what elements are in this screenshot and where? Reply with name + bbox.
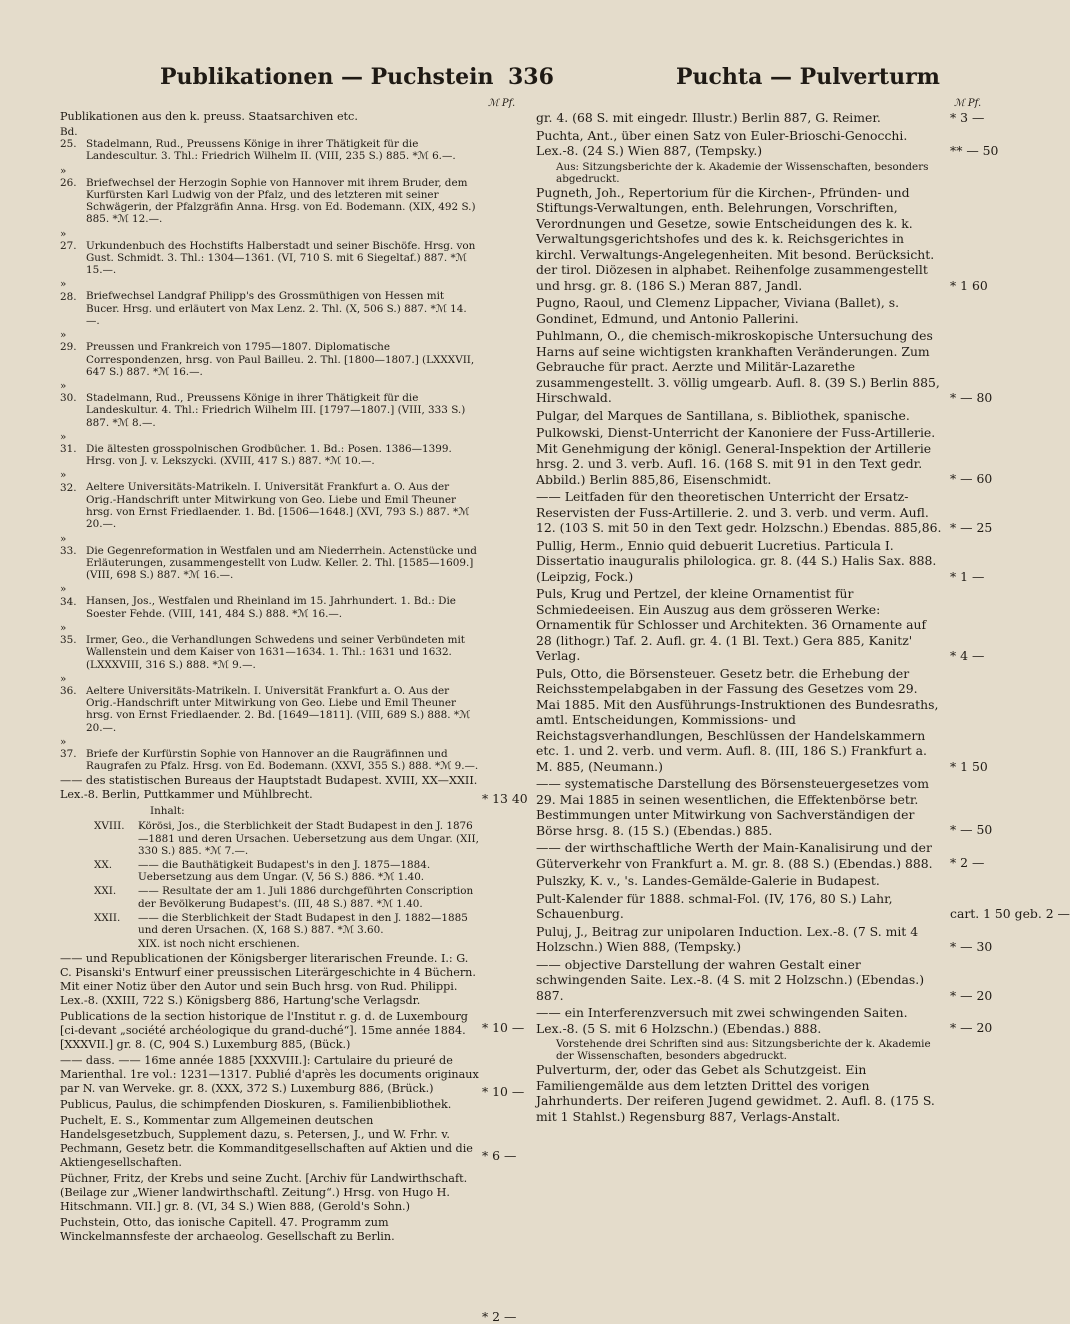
running-head-right: Puchta — Pulverturm — [676, 64, 940, 90]
volume-number: » 26. — [60, 164, 77, 189]
entry-text: —— die Sterblichkeit der Stadt Budapest in den J. 1882—1885 und deren Ursachen. (X, 168 S.) 887. *ℳ 3.60. — [138, 911, 468, 936]
catalog-entry: —— des statistischen Bureaus der Hauptstadt Budapest. XVIII, XX—XXII. Lex.-8. Berlin, Puttkammer und Mühlbrecht. — [60, 774, 478, 802]
entry-price: * 4 — — [950, 648, 985, 663]
volume-number: » 32. — [60, 469, 77, 494]
entry-text: Aeltere Universitäts-Matrikeln. I. Universität Frankfurt a. O. Aus der Orig.-Handschrift unter Mitwirkung von Geo. Liebe und Emil Theuner hrsg. von Ernst Friedlaender. 1. Bd. [1506—1648.] (XVI, 793 S.) 887. *ℳ 20.—. — [86, 481, 470, 531]
catalog-entry: Puchta, Ant., über einen Satz von Euler-Brioschi-Genocchi. Lex.-8. (24 S.) Wien 887, (Tempsky.) — [536, 127, 908, 158]
catalog-entry: —— objective Darstellung der wahren Gestalt einer schwingenden Saite. Lex.-8. (4 S. mit 2 Holzschn.) (Ebendas.) 887. — [536, 956, 925, 1003]
entry-price: * 6 — — [482, 1148, 517, 1163]
contents-number: XVIII. — [94, 820, 125, 833]
entry-price: * 1 — — [950, 569, 985, 584]
series-volume-entry — [60, 622, 480, 671]
entry-text: Briefwechsel der Herzogin Sophie von Hannover mit ihrem Bruder, dem Kurfürsten Karl Ludwig von der Pfalz, und des letzteren mit seiner Schwägerin, der Pfalzgräfin Anna. Hrsg. von Ed. Bodemann. (XIX, 492 S.) 885. *ℳ 12.—. — [86, 176, 476, 226]
entry-price: * 10 — — [482, 1084, 525, 1099]
contents-item — [60, 938, 480, 950]
entry-text: Die ältesten grosspolnischen Grodbücher. 1. Bd.: Posen. 1386—1399. Hrsg. von J. v. Lekszycki. (XVIII, 417 S.) 887. *ℳ 10.—. — [86, 443, 452, 468]
catalog-entry: Puchelt, E. S., Kommentar zum Allgemeinen deutschen Handelsgesetzbuch, Supplement dazu, s. Petersen, J., und W. Frhr. v. Pechmann, Gesetz betr. die Kommanditgesellschaften auf Aktien und die Aktiengesellschaften. — [60, 1114, 473, 1170]
entry-price: * 1 50 — [950, 759, 988, 774]
catalog-entry: Pulverturm, der, oder das Gebet als Schutzgeist. Ein Familiengemälde aus dem letzten Drittel des vorigen Jahrhunderts. Der reiferen Jugend gewidmet. 2. Aufl. 8. (175 S. mit 1 Stahlst.) Regensburg 887, Verlags-Anstalt. — [536, 1062, 935, 1124]
volume-number: » 28. — [60, 278, 77, 303]
contents-item — [60, 859, 480, 883]
running-head-left: Publikationen — Puchstein — [160, 64, 494, 90]
catalog-entry: gr. 4. (68 S. mit eingedr. Illustr.) Berlin 887, G. Reimer. — [536, 110, 881, 125]
entry-text: Die Gegenreformation in Westfalen und am Niederrhein. Actenstücke und Erläuterungen, zusammengestellt von Ludw. Keller. 2. Thl. [1585—1609.] (VIII, 698 S.) 887. *ℳ 16.—. — [86, 544, 477, 582]
entry-text: Briefe der Kurfürstin Sophie von Hannover an die Raugräfinnen und Raugrafen zu Pfalz. Hrsg. von Ed. Bodemann. (XXVI, 355 S.) 888. *ℳ 9.—. — [86, 747, 479, 773]
right-column — [536, 110, 942, 1126]
catalog-entry: —— der wirthschaftliche Werth der Main-Kanalisirung und der Güterverkehr von Frankfurt a. M. gr. 8. (88 S.) (Ebendas.) 888. — [536, 840, 933, 871]
entry-text: XIX. ist noch nicht erschienen. — [138, 938, 300, 951]
volume-number: » 31. — [60, 430, 77, 456]
contents-heading: Inhalt: — [150, 805, 185, 818]
catalog-entry: Puls, Otto, die Börsensteuer. Gesetz betr. die Erhebung der Reichsstempelabgaben in der Fassung des Gesetzes vom 29. Mai 1885. Mit den Ausführungs-Instruktionen des Bundesraths, amtl. Entscheidungen, Kommissions- und Reichstagsverhandlungen, Beschlüssen der Handelskammern etc. 1. und 2. verb. und verm. Aufl. 8. (III, 186 S.) Frankfurt a. M. 885, (Neumann.) — [536, 665, 939, 774]
entry-price: * — 50 — [950, 822, 993, 837]
contents-item — [60, 885, 480, 909]
series-volume-entry — [60, 380, 480, 429]
entry-price: * — 80 — [950, 390, 993, 405]
entry-text: Aeltere Universitäts-Matrikeln. I. Universität Frankfurt a. O. Aus der Orig.-Handschrift unter Mitwirkung von Geo. Liebe und Emil Theuner hrsg. von Ernst Friedlaender. 2. Bd. [1649—1811]. (VIII, 689 S.) 888. *ℳ 20.—. — [86, 684, 471, 734]
catalog-entry: Pugno, Raoul, und Clemenz Lippacher, Viviana (Ballet), s. Gondinet, Edmund, und Antonio Pallerini. — [536, 295, 900, 326]
entry-text: Urkundenbuch des Hochstifts Halberstadt und seiner Bischöfe. Hrsg. von Gust. Schmidt. 3. Thl.: 1304—1361. (VI, 710 S. mit 6 Siegeltaf.) 887. *ℳ 15.—. — [86, 239, 476, 277]
series-volume-entry — [60, 278, 480, 327]
entry-price: * 3 — — [950, 110, 985, 125]
contents-number: XX. — [94, 858, 113, 871]
entry-note: Aus: Sitzungsberichte der k. Akademie der Wissenschaften, besonders abgedruckt. — [556, 160, 929, 185]
volume-number: » 37. — [60, 735, 77, 760]
catalog-entry: Puls, Krug und Pertzel, der kleine Ornamentist für Schmiedeeisen. Ein Auszug aus dem grösseren Werke: Ornamentik für Schlosser und Architekten. 36 Ornamente auf 28 (lithogr.) Taf. 2. Aufl. gr. 4. (1 Bl. Text.) Gera 885, Kanitz' Verlag. — [536, 586, 927, 663]
catalog-entry: Publikationen aus den k. preuss. Staatsarchiven etc. — [60, 110, 358, 123]
entry-text: —— die Bauthätigkeit Budapest's in den J. 1875—1884. Uebersetzung aus dem Ungar. (V, 56 S.) 886. *ℳ 1.40. — [138, 858, 431, 884]
entry-price: * — 30 — [950, 939, 993, 954]
contents-item — [60, 820, 480, 857]
catalog-entry: Puluj, J., Beitrag zur unipolaren Induction. Lex.-8. (7 S. mit 4 Holzschn.) Wien 888, (Tempsky.) — [536, 923, 919, 954]
catalog-entry: Püchner, Fritz, der Krebs und seine Zucht. [Archiv für Landwirthschaft. (Beilage zur „Wiener landwirthschaftl. Zeitung“.) Hrsg. von Hugo H. Hitschmann. VII.] gr. 8. (VI, 34 S.) Wien 888, (Gerold's Sohn.) — [60, 1172, 468, 1214]
entry-price: cart. 1 50 geb. 2 — — [950, 906, 1070, 921]
volume-number: » 33. — [60, 532, 77, 557]
entry-price: * — 20 — [950, 988, 993, 1003]
entry-note: Vorstehende drei Schriften sind aus: Sitzungsberichte der k. Akademie der Wissenschaften, besonders abgedruckt. — [556, 1038, 931, 1062]
catalog-entry: Pulkowski, Dienst-Unterricht der Kanoniere der Fuss-Artillerie. Mit Genehmigung der königl. General-Inspektion der Artillerie hrsg. 2. und 3. verb. Aufl. 16. (168 S. mit 91 in den Text gedr. Abbild.) Berlin 885,86, Eisenschmidt. — [536, 425, 936, 487]
entry-text: Preussen und Frankreich von 1795—1807. Diplomatische Correspondenzen, hrsg. von Paul Bailleu. 2. Thl. [1800—1807.] (LXXXVII, 647 S.) 887. *ℳ 16.—. — [86, 341, 475, 378]
series-volume-entry — [60, 469, 480, 530]
volume-number: » 34. — [60, 583, 77, 608]
catalog-entry: —— systematische Darstellung des Börsensteuergesetzes vom 29. Mai 1885 in seinen wesentlichen, die Effektenbörse betr. Bestimmungen unter Mitwirkung von Sachverständigen der Börse hrsg. 8. (15 S.) (Ebendas.) 885. — [536, 776, 929, 838]
volume-number: Bd. 25. — [60, 126, 78, 151]
catalog-entry: Publicus, Paulus, die schimpfenden Dioskuren, s. Familienbibliothek. — [60, 1098, 452, 1112]
entry-price: * — 25 — [950, 520, 993, 535]
catalog-entry: —— Leitfaden für den theoretischen Unterricht der Ersatz-Reservisten der Fuss-Artillerie. 2. und 3. verb. und verm. Aufl. 12. (103 S. mit 50 in den Text gedr. Holzschn.) Ebendas. 885,86. — [536, 489, 942, 535]
series-volume-entry — [60, 329, 480, 378]
price-column-heading-right: ℳ Pf. — [954, 98, 982, 109]
entry-price: * 2 — — [482, 1309, 517, 1324]
entry-text: Irmer, Geo., die Verhandlungen Schwedens und seiner Verbündeten mit Wallenstein und dem Kaiser von 1631—1634. 1. Thl.: 1631 und 1632. (LXXXVIII, 316 S.) 888. *ℳ 9.—. — [86, 634, 465, 671]
page-number: 336 — [508, 64, 554, 90]
entry-price: * 13 40 — [482, 791, 528, 806]
entry-price: * 2 — — [950, 855, 985, 870]
catalog-entry: —— dass. —— 16me année 1885 [XXXVIII.]: Cartulaire du prieuré de Marienthal. 1re vol.: 1231—1317. Publié d'après les documents originaux par N. van Werveke. gr. 8. (XXX, 372 S.) Luxemburg 886, (Brück.) — [60, 1054, 479, 1096]
entry-price: ** — 50 — [950, 143, 999, 158]
volume-number: » 35. — [60, 621, 77, 647]
entry-price: * — 20 — [950, 1020, 993, 1035]
series-volume-entry — [60, 583, 480, 620]
entry-text: Briefwechsel Landgraf Philipp's des Grossmüthigen von Hessen mit Bucer. Hrsg. und erläutert von Max Lenz. 2. Thl. (X, 506 S.) 887. *ℳ 14.—. — [86, 290, 467, 328]
series-volume-entry — [60, 736, 480, 773]
catalog-entry: Puhlmann, O., die chemisch-mikroskopische Untersuchung des Harns auf seine wichtigsten krankhaften Veränderungen. Zum Gebrauche für pract. Aerzte und Militär-Lazarethe zusammengestellt. 3. völlig umgearb. Aufl. 8. (39 S.) Berlin 885, Hirschwald. — [536, 328, 940, 405]
catalog-entry: —— und Republicationen der Königsberger literarischen Freunde. I.: G. C. Pisanski's Entwurf einer preussischen Literärgeschichte in 4 Büchern. Mit einer Notiz über den Autor und sein Buch hrsg. von Rud. Philippi. Lex.-8. (XXIII, 722 S.) Königsberg 886, Hartung'sche Verlagsdr. — [60, 952, 476, 1008]
catalog-entry: —— ein Interferenzversuch mit zwei schwingenden Saiten. Lex.-8. (5 S. mit 6 Holzschn.) (Ebendas.) 888. — [536, 1005, 908, 1036]
volume-number: » 36. — [60, 672, 77, 697]
series-volume-entry — [60, 533, 480, 582]
series-volume-entry — [60, 431, 480, 468]
left-column — [60, 110, 480, 1246]
entry-text: —— Resultate der am 1. Juli 1886 durchgeführten Conscription der Bevölkerung Budapest's. (III, 48 S.) 887. *ℳ 1.40. — [138, 885, 474, 910]
contents-number: XXII. — [94, 911, 121, 924]
catalog-entry: Pult-Kalender für 1888. schmal-Fol. (IV, 176, 80 S.) Lahr, Schauenburg. — [536, 890, 893, 921]
entry-text: Hansen, Jos., Westfalen und Rheinland im 15. Jahrhundert. 1. Bd.: Die Soester Fehde. (VIII, 141, 484 S.) 888. *ℳ 16.—. — [86, 595, 456, 620]
series-volume-entry — [60, 126, 480, 163]
entry-price: * 1 60 — [950, 278, 988, 293]
entry-text: Stadelmann, Rud., Preussens Könige in ihrer Thätigkeit für die Landescultur. 3. Thl.: Friedrich Wilhelm II. (VIII, 235 S.) 885. *ℳ 6.—. — [86, 138, 456, 163]
series-volume-entry — [60, 673, 480, 734]
entry-text: Körösi, Jos., die Sterblichkeit der Stadt Budapest in den J. 1876—1881 und deren Ursachen. Uebersetzung aus dem Ungar. (XII, 330 S.) 885. *ℳ 7.—. — [138, 820, 479, 857]
volume-number: » 29. — [60, 329, 77, 354]
catalog-entry: Pugneth, Joh., Repertorium für die Kirchen-, Pfründen- und Stiftungs-Verwaltungen, enth. Belehrungen, Vorschriften, Verordnungen und Gesetze, sowie Entscheidungen des k. k. Verwaltungsgerichtshofes und des k. k. Reichsgerichtes in kirchl. Verwaltungs-Angelegenheiten. Mit besond. Berücksicht. der tirol. Diözesen in alphabet. Reihenfolge zusammengestellt und hrsg. gr. 8. (186 S.) Meran 887, Jandl. — [536, 184, 935, 293]
volume-number: » 30. — [60, 380, 77, 405]
catalog-entry: Publications de la section historique de l'Institut r. g. d. de Luxembourg [ci-devant „société archéologique du grand-duché“]. 15me année 1884. [XXXVII.] gr. 8. (C, 904 S.) Luxemburg 885, (Bück.) — [60, 1010, 468, 1052]
volume-number: » 27. — [60, 227, 77, 252]
catalog-entry: Puchstein, Otto, das ionische Capitell. 47. Programm zum Winckelmannsfeste der archaeolog. Gesellschaft zu Berlin. — [60, 1216, 395, 1244]
entry-price: * 10 — — [482, 1020, 525, 1035]
catalog-entry: Pulszky, K. v., 's. Landes-Gemälde-Galerie in Budapest. — [536, 873, 880, 888]
entry-text: Stadelmann, Rud., Preussens Könige in ihrer Thätigkeit für die Landeskultur. 4. Thl.: Friedrich Wilhelm III. [1797—1807.] (VIII, 333 S.) 887. *ℳ 8.—. — [86, 392, 466, 429]
contents-number: XXI. — [94, 885, 117, 898]
entry-price: * — 60 — [950, 471, 993, 486]
series-volume-entry — [60, 228, 480, 277]
series-volume-entry — [60, 165, 480, 226]
catalog-entry: Pullig, Herm., Ennio quid debuerit Lucretius. Particula I. Dissertatio inauguralis philologica. gr. 8. (44 S.) Halis Sax. 888. (Leipzig, Fock.) — [536, 537, 937, 584]
contents-item — [60, 912, 480, 936]
catalog-entry: Pulgar, del Marques de Santillana, s. Bibliothek, spanische. — [536, 407, 910, 423]
price-column-heading-left: ℳ Pf. — [488, 98, 516, 109]
